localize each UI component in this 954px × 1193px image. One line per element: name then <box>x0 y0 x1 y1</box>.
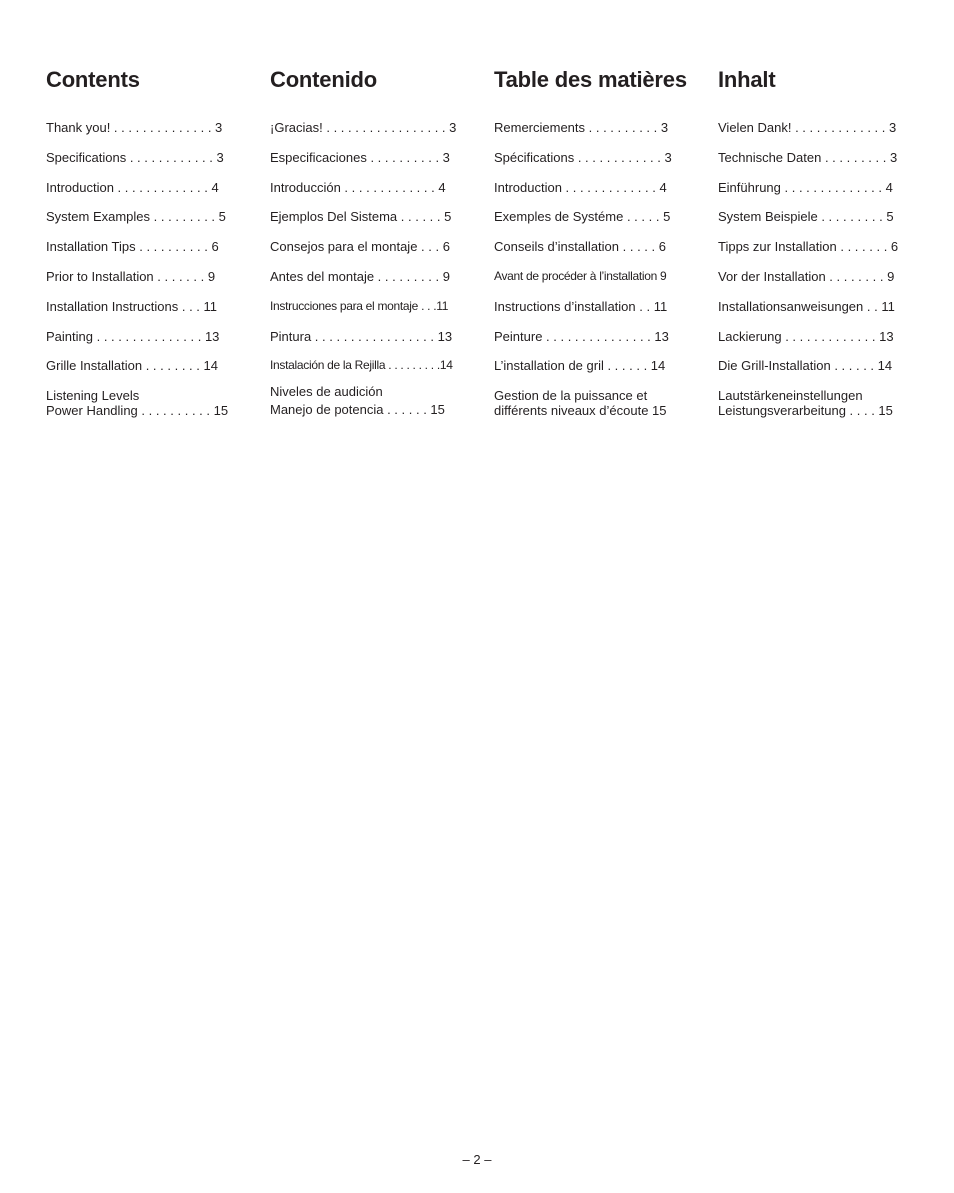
toc-entry: Instalación de la Rejilla . . . . . . . . .14 <box>270 358 453 373</box>
toc-entry: Avant de procéder à l’installation 9 <box>494 268 667 283</box>
toc-entry: Antes del montaje . . . . . . . . . 9 <box>270 268 450 284</box>
toc-entry: L’installation de gril . . . . . . 14 <box>494 358 666 374</box>
toc-column-french <box>494 64 687 419</box>
toc-entry-two-line <box>46 388 235 418</box>
toc-entry: Vielen Dank! . . . . . . . . . . . . . 3 <box>718 120 897 135</box>
toc-entry-two-line <box>270 384 459 417</box>
toc-entry: Instructions d’installation . . 11 <box>494 298 668 314</box>
toc-entry: Consejos para el montaje . . . 6 <box>270 239 450 255</box>
toc-entry: Installationsanweisungen . . 11 <box>718 298 895 314</box>
toc-heading: Contenido <box>270 67 377 92</box>
toc-entry: Introducción . . . . . . . . . . . . . 4 <box>270 179 446 195</box>
toc-entry-line: Power Handling . . . . . . . . . . 15 <box>46 403 229 419</box>
toc-entry: Tipps zur Installation . . . . . . . 6 <box>718 239 899 255</box>
toc-entry: Die Grill-Installation . . . . . . 14 <box>718 358 893 374</box>
toc-entry: Peinture . . . . . . . . . . . . . . . 13 <box>494 328 669 344</box>
page-number: – 2 – <box>462 1152 492 1167</box>
toc-entry: Exemples de Systéme . . . . . 5 <box>494 209 671 225</box>
toc-entry: Conseils d’installation . . . . . 6 <box>494 239 666 255</box>
toc-entry-line: Listening Levels <box>46 388 140 404</box>
toc-column-english <box>46 64 235 418</box>
toc-columns <box>46 64 907 418</box>
toc-entry: Thank you! . . . . . . . . . . . . . . 3 <box>46 120 223 135</box>
toc-entry: Lackierung . . . . . . . . . . . . . 13 <box>718 328 894 344</box>
toc-entry-line: différents niveaux d’écoute 15 <box>494 403 667 419</box>
toc-entry: Remerciements . . . . . . . . . . 3 <box>494 120 669 135</box>
toc-entry: Grille Installation . . . . . . . . 14 <box>46 358 218 374</box>
toc-entry: Spécifications . . . . . . . . . . . . 3 <box>494 149 672 165</box>
toc-entry: Vor der Installation . . . . . . . . 9 <box>718 268 895 284</box>
toc-entry: Einführung . . . . . . . . . . . . . . 4 <box>718 179 893 195</box>
toc-column-german <box>718 64 907 418</box>
toc-heading: Inhalt <box>718 67 776 92</box>
toc-entry: Introduction . . . . . . . . . . . . . 4 <box>46 179 219 195</box>
toc-entry-line: Lautstärkeneinstellungen <box>718 388 863 404</box>
toc-entry-line: Niveles de audición <box>270 384 383 400</box>
toc-entry: System Examples . . . . . . . . . 5 <box>46 209 226 225</box>
toc-entry: Ejemplos Del Sistema . . . . . . 5 <box>270 209 452 225</box>
toc-entry: Especificaciones . . . . . . . . . . 3 <box>270 149 450 165</box>
toc-heading: Contents <box>46 67 140 92</box>
toc-entry: Installation Tips . . . . . . . . . . 6 <box>46 239 219 255</box>
toc-entry-two-line <box>718 388 907 418</box>
toc-entry: Pintura . . . . . . . . . . . . . . . . . 13 <box>270 328 453 344</box>
toc-entry-line: Leistungsverarbeitung . . . . 15 <box>718 403 893 419</box>
toc-entry: Technische Daten . . . . . . . . . 3 <box>718 149 898 165</box>
toc-entry: Introduction . . . . . . . . . . . . . 4 <box>494 179 667 195</box>
toc-column-spanish <box>270 64 459 418</box>
toc-entry: Specifications . . . . . . . . . . . . 3 <box>46 149 224 165</box>
toc-entry-line: Gestion de la puissance et <box>494 388 648 404</box>
toc-entry: System Beispiele . . . . . . . . . 5 <box>718 209 894 225</box>
toc-entry: Instrucciones para el montaje . . .11 <box>270 298 449 313</box>
toc-entry: ¡Gracias! . . . . . . . . . . . . . . . . . 3 <box>270 120 457 135</box>
toc-entry: Prior to Installation . . . . . . . 9 <box>46 268 216 284</box>
toc-entry-two-line <box>494 388 683 418</box>
toc-heading: Table des matières <box>494 67 687 92</box>
toc-entry-line: Manejo de potencia . . . . . . 15 <box>270 402 445 418</box>
toc-entry: Installation Instructions . . . 11 <box>46 298 218 314</box>
toc-entry: Painting . . . . . . . . . . . . . . . 13 <box>46 328 220 344</box>
